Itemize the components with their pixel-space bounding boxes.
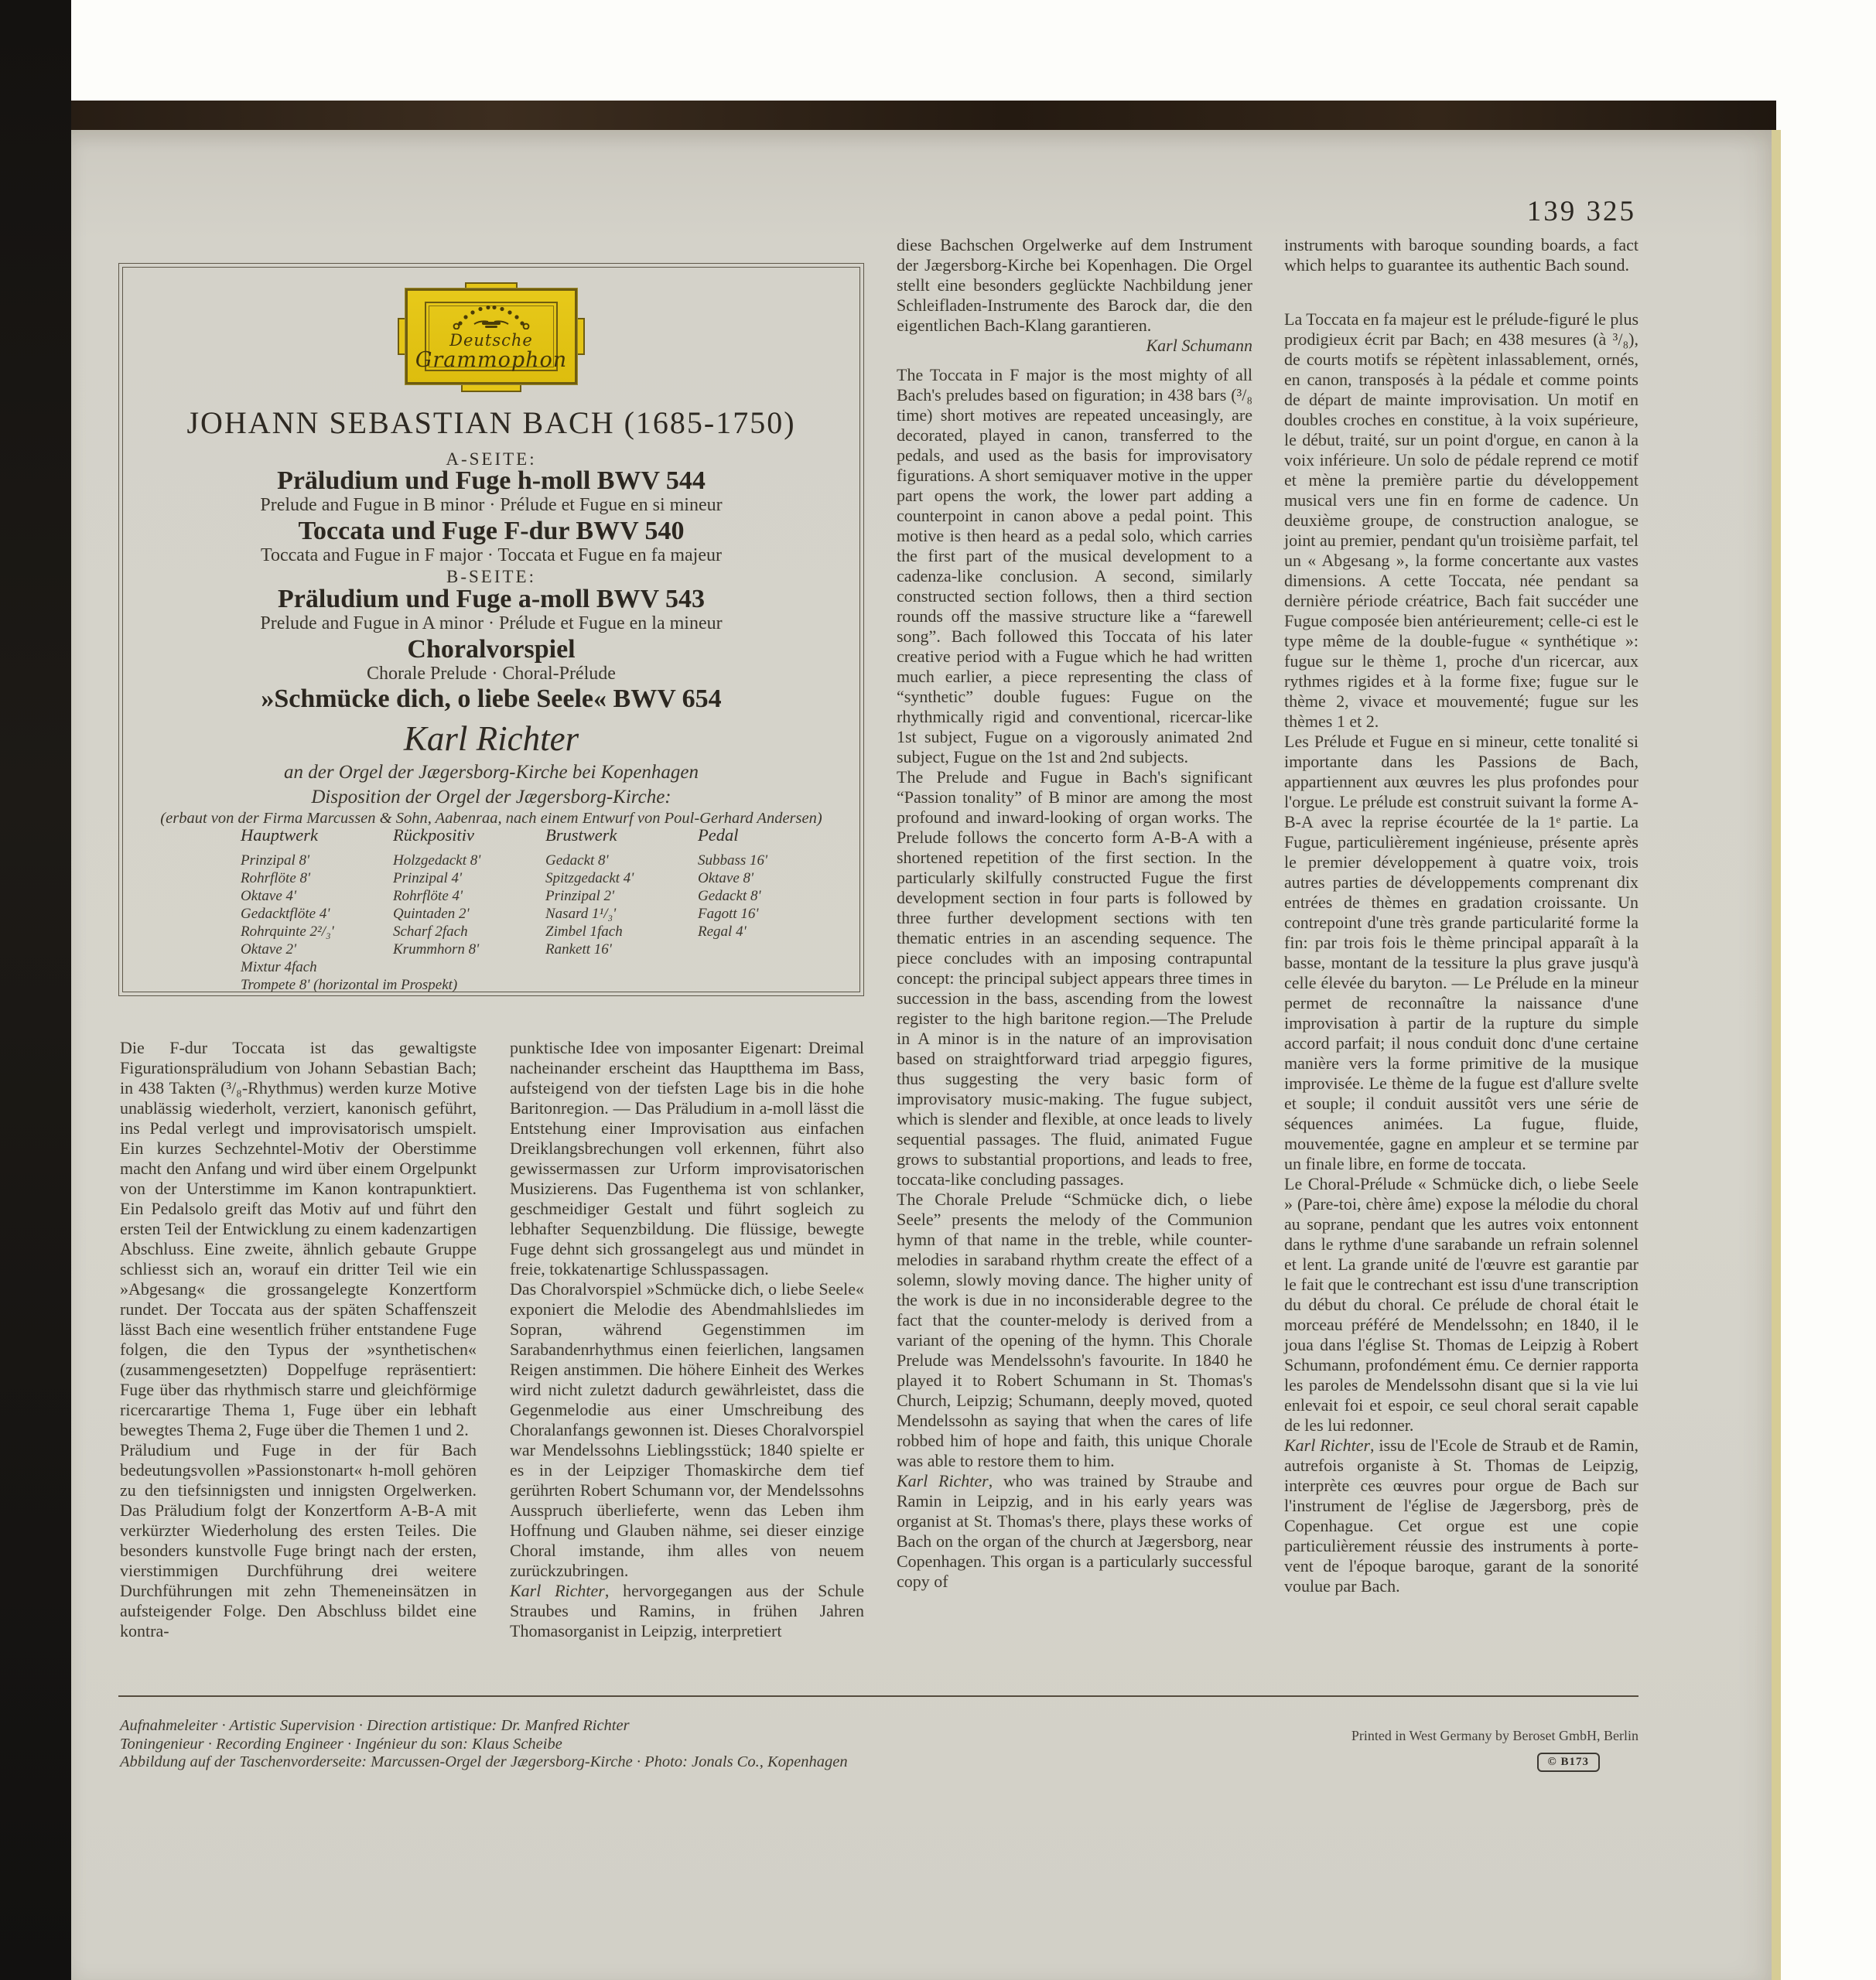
- credit-line-supervision: Aufnahmeleiter · Artistic Supervision · Direction artistique: Dr. Manfred Richter: [120, 1717, 630, 1734]
- organ-stop: Trompete 8' (horizontal im Prospekt): [241, 977, 458, 993]
- paragraph-text: , hervorgegangen aus der Schule Straubes und Ramins, in frühen Jahren Thomasorganist in Leipzig, interpretiert: [510, 1581, 864, 1640]
- essay-paragraph: [510, 1038, 864, 1279]
- organ-stop: Rohrquinte 2²/₃': [241, 923, 334, 940]
- essay-column-french: [1284, 235, 1639, 1596]
- essay-paragraph: [120, 1038, 477, 1440]
- organ-division-rueckpositiv: [393, 825, 545, 994]
- organ-stop: Zimbel 1fach: [545, 923, 623, 940]
- essay-paragraph: [1284, 309, 1639, 732]
- printed-line: Printed in West Germany by Beroset GmbH, Berlin: [1351, 1728, 1639, 1743]
- organ-division-name: Hauptwerk: [241, 825, 318, 845]
- organ-stop: Prinzipal 4': [393, 870, 463, 886]
- organ-stop: Oktave 2': [241, 941, 297, 958]
- essay-paragraph: [897, 767, 1252, 1190]
- organ-stop: Fagott 16': [698, 906, 759, 922]
- essay-paragraph-english-end: [1284, 235, 1639, 275]
- paragraph-lead: Karl Richter: [1284, 1436, 1371, 1455]
- organ-division-pedal: [698, 825, 767, 994]
- essay-paragraph: [1284, 732, 1639, 1174]
- organ-stop: Prinzipal 8': [241, 852, 310, 869]
- paragraph-text: instruments with baroque sounding boards, a fact which helps to guarantee its authentic Bach sound.: [1284, 235, 1639, 275]
- organ-division-brustwerk: [545, 825, 698, 994]
- catalog-number: 139 325: [1526, 196, 1636, 227]
- logo-cartouche: [405, 288, 577, 384]
- essay-column-german-2: [510, 1038, 864, 1641]
- essay-paragraph: [897, 365, 1252, 767]
- organ-stop: Nasard 1¹/₃': [545, 906, 617, 922]
- organ-division-name: Rückpositiv: [393, 825, 474, 845]
- composer-title: JOHANN SEBASTIAN BACH (1685-1750): [186, 405, 796, 440]
- credits-block: [120, 1717, 848, 1772]
- deutsche-grammophon-logo: [396, 284, 586, 389]
- paragraph-text: Die F-dur Toccata ist das gewaltigste Figurationspräludium von Johann Sebastian Bach; in 438 Takten (³/₈-Rhythmus) werden kurze Motive unablässig wiederholt, verziert, kanonisch geführt, ins Pedal verlegt und improvisatorisch umspielt. Ein kurzes Sechzehntel-Motiv der Oberstimme macht den Anfang und wird über einem Orgelpunkt von der Unterstimme im Kanon kontrapunktiert. Ein Pedalsolo greift das Motiv auf und führt den ersten Teil der Entwicklung zu einem kadenzartigen Abschluss. Eine zweite, ähnlich gebaute Gruppe schliesst sich an, worauf ein dritter Teil wie ein »Abgesang« die grossangelegte Konzertform rundet. Der Toccata aus der späten Schaffenszeit lässt Bach eine wesentlich früher entstandene Fuge folgen, die den Typus der »synthetischen« (zusammengesetzten) Doppelfuge repräsentiert: Fuge über das rhythmisch starre und gleichförmige ricercarartige Thema 1, Fuge über ein lebhaft bewegtes Thema 2, Fuge über die Themen 1 und 2.: [120, 1038, 477, 1439]
- organ-stop-list: [393, 852, 545, 958]
- paragraph-text: Präludium und Fuge in der für Bach bedeutungsvollen »Passionstonart« h-moll gehören zu den tiefsinnigsten und innigsten Orgelwerken. Das Präludium folgt der Konzertform A-B-A mit verkürzter Wiederholung des ersten Teiles. Die besonders kunstvolle Fuge bringt nach der ersten, vierstimmigen Durchführung drei weitere Durchführungen mit zehn Themeneinsätzen in aufsteigender Folge. Den Abschluss bildet eine kontra-: [120, 1440, 477, 1640]
- paragraph-text: , issu de l'Ecole de Straub et de Ramin, autrefois organiste à St. Thomas de Leipzig, interprète ces œuvres pour orgue de Bach sur l'instrument de l'église de Jægersborg, près de Copenhague. Cet orgue est une copie particulièrement réussie des instruments à porte-vent de l'époque baroque, garant de la sonorité voulue par Bach.: [1284, 1436, 1639, 1596]
- work-subtitle-bwv540: Toccata and Fugue in F major · Toccata et Fugue en fa majeur: [261, 545, 722, 565]
- paragraph-text: La Toccata en fa majeur est le prélude-figuré le plus prodigieux écrit par Bach; en 438 mesures (à ³/₈), de courts motifs se répètent inlassablement, ornés, en canon, transposés à la pédale et comme points de départ de mainte improvisation. Un motif en doubles croches en constitue, à la voix supérieure, le début, traité, sur un point d'orgue, en canon à la voix inférieure. Un solo de pédale reprend ce motif et mène la première partie du développement musical vers une fin en forme de cadence. Un deuxième groupe, de construction analogue, se joint au premier, pendant qu'un troisième parfait, tel un « Abgesang », la forme concertante aux vastes dimensions. A cette Toccata, née pendant sa dernière période créatrice, Bach fait succéder une Fugue composée bien antérieurement; celle-ci est le type même de la double-fugue « synthétique »: fugue sur le thème 1, proche d'un ricercar, aux rythmes rigides et à la forme fixe; fugue sur le thème 2, vivace et mouvementé; fugue sur les thèmes 1 et 2.: [1284, 309, 1639, 731]
- paragraph-text: The Chorale Prelude “Schmücke dich, o liebe Seele” presents the melody of the Communion hymn of that name in the treble, while counter-melodies in saraband rhythm create the effect of a solemn, slowly moving dance. The higher unity of the work is due in no inconsiderable degree to the fact that the counter-melody is derived from a variant of the opening of the hymn. This Chorale Prelude was Mendelssohn's favourite. In 1840 he played it to Robert Schumann in St. Thomas's Church, Leipzig; Schumann, deeply moved, quoted Mendelssohn as saying that when the cares of life robbed him of hope and faith, this unique Chorale was able to restore them to him.: [897, 1190, 1252, 1470]
- paragraph-text: punktische Idee von imposanter Eigenart: Dreimal nacheinander erscheint das Hauptthema im Bass, aufsteigend von der tiefsten Lage bis in die hohe Baritonregion. — Das Präludium in a-moll lässt die Entstehung einer Improvisation aus einfachen Dreiklangsbrechungen voll erkennen, führt also gewissermassen zur Urform improvisatorischen Musizierens. Das Fugenthema ist von schlanker, geschmeidiger Gestalt und führt sogleich zu lebhafter Sequenzbildung. Die flüssige, bewegte Fuge dehnt sich grossangelegt aus und mündet in freie, tokkatenartige Schlusspassagen.: [510, 1038, 864, 1278]
- organ-stop: Gedackt 8': [698, 888, 761, 904]
- organ-stop: Rohrflöte 4': [393, 888, 463, 904]
- essay-column-english: [897, 235, 1252, 1592]
- essay-paragraph: [897, 1190, 1252, 1471]
- disposition-note: (erbaut von der Firma Marcussen & Sohn, Aabenraa, nach einem Entwurf von Poul-Gerhard Andersen): [160, 810, 822, 827]
- essay-paragraph: [897, 1471, 1252, 1592]
- essay-paragraph: [510, 1581, 864, 1641]
- paragraph-text: , who was trained by Straube and Ramin in Leipzig, and in his early years was organist at St. Thomas's there, plays these works of Bach on the organ of the church at Jægersborg, near Copenhagen. This organ is a particularly successful copy of: [897, 1471, 1252, 1591]
- organ-stop-list: [545, 852, 698, 958]
- work-subtitle-bwv543: Prelude and Fugue in A minor · Prélude et Fugue en la mineur: [260, 613, 723, 633]
- organ-stop-list: [698, 852, 767, 940]
- printer-badge: © B173: [1537, 1753, 1600, 1772]
- work-title-bwv654: »Schmücke dich, o liebe Seele« BWV 654: [261, 684, 722, 713]
- work-title-choralvorspiel: Choralvorspiel: [407, 635, 576, 664]
- paragraph-text: The Toccata in F major is the most mighty of all Bach's preludes based on figuration; in 438 bars (³/₈ time) short motives are repeated unceasingly, are decorated, played in canon, transferred to the pedals, and used as the basis for improvisatory figurations. A short semiquaver motive in the upper part opens the work, the lower part adding a counterpoint in canon above a pedal point. This motive is then heard as a pedal solo, which carries the first part of the musical development to a cadenza-like conclusion. A second, similarly constructed section follows, then a third section rounds off the massive structure like a “farewell song”. Bach followed this Toccata of his later creative period with a Fugue which he had written much earlier, a piece representing the class of “synthetic” double fugues: Fugue on the rhythmically rigid and conventional, ricercar-like 1st subject, Fugue on a vigorously animated 2nd subject, Fugue on the 1st and 2nd subjects.: [897, 365, 1252, 766]
- disposition-title: Disposition der Orgel der Jægersborg-Kirche:: [311, 787, 671, 807]
- paragraph-text: Les Prélude et Fugue en si mineur, cette tonalité si importante dans les Passions de Bach, appartiennent aux œuvres les plus profondes pour l'orgue. Le prélude est construit suivant la forme A-B-A avec la reprise écourtée de la 1ᵉ partie. La Fugue, particulièrement ingénieuse, présente après le premier développement à quatre voix, trois autres parties de développements comprenant dix entrées de thèmes en gradation croissante. Un contrepoint d'une très grande particularité forme la fin: par trois fois le thème principal apparaît à la basse, montant de la tessiture la plus grave jusqu'à celle élevée du baryton. — Le Prélude en la mineur permet de reconnaître la naissance d'une improvisation à partir de la rupture du simple accord parfait; il nous conduit donc d'une certaine manière vers la forme primitive de la musique improvisée. Le thème de la fugue est d'allure svelte et souple; il conduit aussitôt vers une série de séquences animées. La fugue, fluide, mouvementée, gagne en ampleur et se termine par un finale libre, en forme de toccata.: [1284, 732, 1639, 1173]
- organ-stop: Scharf 2fach: [393, 923, 468, 940]
- work-title-bwv544: Präludium und Fuge h-moll BWV 544: [277, 466, 706, 495]
- organ-division-name: Pedal: [698, 825, 739, 845]
- logo-brand-line1: Deutsche: [449, 331, 533, 350]
- work-title-bwv540: Toccata und Fuge F-dur BWV 540: [298, 517, 685, 545]
- side-b-label: B-SEITE:: [446, 567, 536, 586]
- organ-stop: Gedacktflöte 4': [241, 906, 330, 922]
- organ-stop: Krummhorn 8': [393, 941, 480, 958]
- photo-left-edge: [0, 0, 71, 1980]
- essay-paragraph-german-end: [897, 235, 1252, 355]
- work-title-bwv543: Präludium und Fuge a-moll BWV 543: [278, 585, 705, 613]
- organ-stop: Mixtur 4fach: [241, 959, 317, 975]
- organ-stop: Regal 4': [698, 923, 747, 940]
- essay-paragraph: [120, 1440, 477, 1641]
- paragraph-lead: Karl Richter: [897, 1471, 989, 1490]
- logo-brand-line2: Grammophon: [415, 348, 568, 372]
- organ-division-name: Brustwerk: [545, 825, 617, 845]
- paragraph-lead: Karl Richter: [510, 1581, 605, 1600]
- artist-name: Karl Richter: [403, 719, 579, 758]
- organ-stop: Rohrflöte 8': [241, 870, 311, 886]
- title-frame: [118, 263, 864, 996]
- artist-caption: an der Orgel der Jægersborg-Kirche bei Kopenhagen: [283, 762, 699, 783]
- essay-paragraph: [1284, 1174, 1639, 1436]
- essay-column-german-1: [120, 1038, 477, 1641]
- paragraph-text: diese Bachschen Orgelwerke auf dem Instrument der Jægersborg-Kirche bei Kopenhagen. Die Orgel stellt eine besonders geglückte Nachbildung jener Schleifladen-Instrumente des Barock dar, die den eigentlichen Bach-Klang garantieren.: [897, 235, 1252, 335]
- organ-stop: Holzgedackt 8': [393, 852, 481, 869]
- paragraph-text: Le Choral-Prélude « Schmücke dich, o liebe Seele » (Pare-toi, chère âme) expose la mélodie du choral au soprane, pendant que les autres voix entonnent dans le rythme d'une sarabande un refrain solennel et lent. La grande unité de l'œuvre est garantie par le fait que le contrechant est issu d'une transcription du début du choral. Ce prélude de choral était le morceau préféré de Mendelssohn; en 1840, il le joua dans l'église St. Thomas de Leipzig à Robert Schumann, profondément ému. Ce dernier rapporta les paroles de Mendelssohn disant que si la vie lui enlevait foi et espoir, ce seul choral serait capable de les lui redonner.: [1284, 1174, 1639, 1435]
- credit-line-cover-photo: Abbildung auf der Taschenvorderseite: Marcussen-Orgel der Jægersborg-Kirche · Photo: Jonals Co., Kopenhagen: [120, 1753, 848, 1770]
- organ-stop: Oktave 4': [241, 888, 297, 904]
- paragraph-text: The Prelude and Fugue in Bach's significant “Passion tonality” of B minor are among the most profound and inward-looking of organ works. The Prelude follows the concerto form A-B-A with a shortened repetition of the first section. In the particularly skilfully constructed Fugue the first development section in four parts is followed by three further development sections with ten thematic entries in an ascending sequence. The piece concludes with an imposing contrapuntal concept: the principal subject appears three times in succession in the bass, ascending from the lowest register to the high baritone region.—The Prelude in A minor is in the nature of an improvisation based on straightforward triad arpeggio figures, thus suggesting the very basic form of improvisatory music-making. The fugue subject, which is slender and flexible, at once leads to lively sequential passages. The fluid, animated Fugue grows to substantial proportions, and leads to free, toccata-like concluding passages.: [897, 767, 1252, 1189]
- divider-rule: [118, 1695, 1639, 1697]
- credit-line-engineer: Toningenieur · Recording Engineer · Ingénieur du son: Klaus Scheibe: [120, 1735, 562, 1753]
- organ-stop: Rankett 16': [545, 941, 612, 958]
- organ-stop: Quintaden 2': [393, 906, 470, 922]
- work-subtitle-choralvorspiel: Chorale Prelude · Choral-Prélude: [367, 664, 616, 684]
- organ-stop: Oktave 8': [698, 870, 754, 886]
- essay-paragraph: [510, 1279, 864, 1581]
- side-a-label: A-SEITE:: [446, 449, 537, 469]
- organ-stop: Spitzgedackt 4': [545, 870, 634, 886]
- tulip-crown-icon: [451, 303, 531, 329]
- organ-stop: Prinzipal 2': [545, 888, 615, 904]
- sleeve-top-edge: [71, 101, 1776, 131]
- organ-stop: Gedackt 8': [545, 852, 609, 869]
- essay-paragraph: [1284, 1436, 1639, 1596]
- work-subtitle-bwv544: Prelude and Fugue in B minor · Prélude et Fugue en si mineur: [260, 495, 723, 515]
- paragraph-text: Das Choralvorspiel »Schmücke dich, o liebe Seele« exponiert die Melodie des Abendmahlsliedes im Sopran, während Gegenstimmen im Sarabandenrhythmus einen feierlichen, langsamen Reigen anstimmen. Die höhere Einheit des Werkes wird nicht zuletzt dadurch gewährleistet, dass die Gegenmelodie aus einer Umschreibung des Choralanfangs gewonnen ist. Dieses Choralvorspiel war Mendelssohns Lieblingsstück; 1840 spielte er es in der Leipziger Thomaskirche dem tief gerührten Robert Schumann vor, der Mendelssohns Ausspruch überlieferte, wenn das Leben ihm Hoffnung und Glauben nähme, sei dieser einzige Choral imstande, ihm alles von neuem zurückzubringen.: [510, 1279, 864, 1580]
- organ-stop: Subbass 16': [698, 852, 768, 869]
- author-signature: Karl Schumann: [1146, 336, 1252, 355]
- organ-disposition-table: [241, 825, 849, 994]
